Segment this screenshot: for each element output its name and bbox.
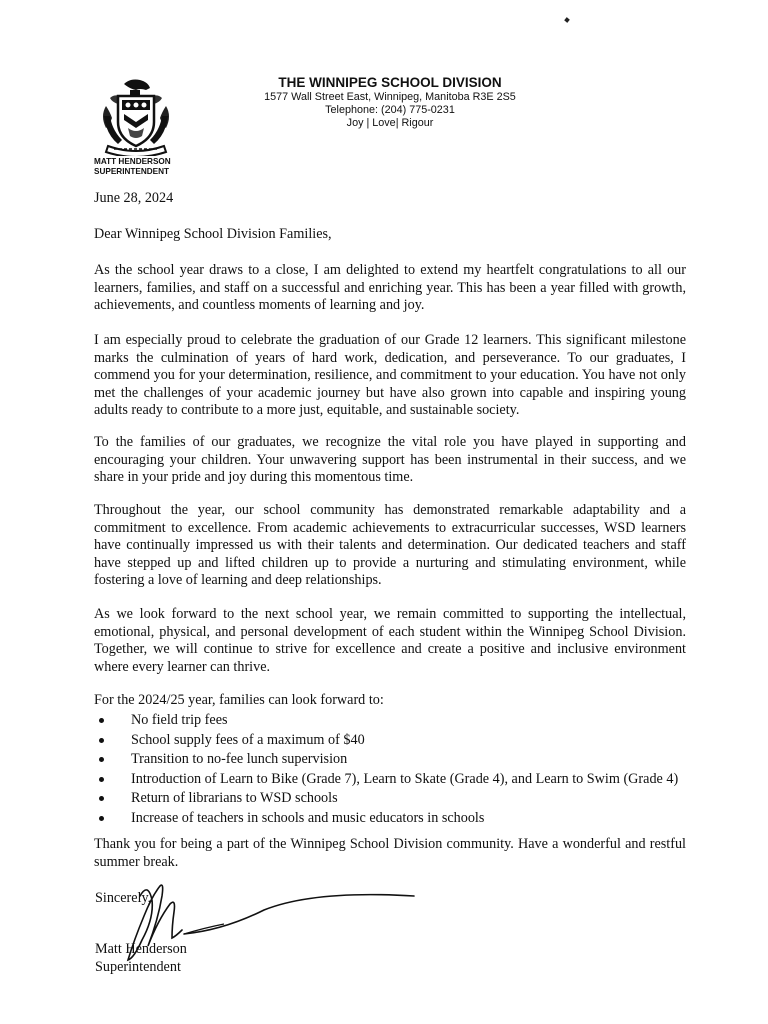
list-item [96, 731, 696, 751]
list-item-text: Transition to no-fee lunch supervision [131, 751, 348, 768]
signatory-title: Superintendent [95, 959, 181, 975]
organization-name: THE WINNIPEG SCHOOL DIVISION [278, 75, 502, 90]
bullet-icon [99, 777, 104, 782]
sender-name: MATT HENDERSON [94, 157, 171, 166]
benefits-list [96, 711, 696, 829]
letterhead [240, 75, 540, 130]
paragraph-text: To the families of our graduates, we recognize the vital role you have played in supporting and encouraging your children. Your unwavering support has been instrumental in their success, and we share in your pride and joy during this momentous time. [94, 434, 686, 486]
list-item-text: Increase of teachers in schools and music educators in schools [131, 809, 485, 826]
paragraph-2 [94, 332, 686, 420]
bullet-icon [99, 738, 104, 743]
paragraph-3 [94, 434, 686, 487]
letter-date: June 28, 2024 [94, 190, 174, 206]
signatory-name: Matt Henderson [95, 941, 187, 957]
bullet-icon [99, 816, 104, 821]
list-item [96, 809, 696, 829]
paragraph-text: As the school year draws to a close, I am delighted to extend my heartfelt congratulations to all our learners, families, and staff on a successful and enriching year. This has been a year filled with growth, achievements, and countless moments of learning and joy. [94, 262, 686, 314]
list-item-text: No field trip fees [131, 712, 228, 728]
list-item [96, 789, 696, 809]
paragraph-text: I am especially proud to celebrate the graduation of our Grade 12 learners. This significant milestone marks the culmination of years of hard work, dedication, and perseverance. To our graduates, I commend you for your determination, resilience, and commitment to your education. You have not only met the challenges of your academic journey but have also grown into capable and inspiring young adults ready to contribute to a more just, equitable, and sustainable society. [94, 332, 686, 419]
bullet-icon [99, 718, 104, 723]
bullet-icon [99, 757, 104, 762]
closing-paragraph [94, 836, 686, 871]
sender-title: SUPERINTENDENT [94, 167, 170, 176]
list-item [96, 750, 696, 770]
list-intro: For the 2024/25 year, families can look forward to: [94, 692, 384, 708]
list-item [96, 711, 696, 731]
bullet-icon [99, 796, 104, 801]
paragraph-1 [94, 262, 686, 315]
organization-telephone: Telephone: (204) 775-0231 [325, 104, 455, 116]
organization-motto: Joy | Love| Rigour [346, 117, 434, 129]
organization-address: 1577 Wall Street East, Winnipeg, Manitoba R3E 2S5 [264, 91, 516, 103]
paragraph-5 [94, 606, 686, 676]
paragraph-text: Thank you for being a part of the Winnipeg School Division community. Have a wonderful and restful summer break. [94, 836, 686, 870]
salutation: Dear Winnipeg School Division Families, [94, 226, 332, 242]
sender-block [94, 157, 171, 177]
handwritten-signature [80, 876, 420, 966]
paragraph-text: Throughout the year, our school community has demonstrated remarkable adaptability and a commitment to excellence. From academic achievements to extracurricular successes, WSD learners have continually impressed us with their talents and determination. Our dedicated teachers and staff have stepped up and lifted children up to provide a nurturing and stimulating environment, while fostering a love of learning and deep relationships. [94, 502, 686, 589]
valediction: Sincerely, [95, 890, 152, 906]
list-item-text: Introduction of Learn to Bike (Grade 7), Learn to Skate (Grade 4), and Learn to Swim (Grade 4) [131, 770, 679, 787]
paragraph-text: As we look forward to the next school year, we remain committed to supporting the intellectual, emotional, physical, and personal development of each student within the Winnipeg School Division. Together, we will continue to strive for excellence and create a positive and inclusive environment where every learner can thrive. [94, 606, 686, 675]
paragraph-4 [94, 502, 686, 590]
list-item-text: Return of librarians to WSD schools [131, 790, 338, 807]
list-item [96, 770, 696, 790]
scan-speck [564, 17, 570, 23]
coat-of-arms-icon [100, 76, 172, 156]
list-item-text: School supply fees of a maximum of $40 [131, 731, 365, 748]
